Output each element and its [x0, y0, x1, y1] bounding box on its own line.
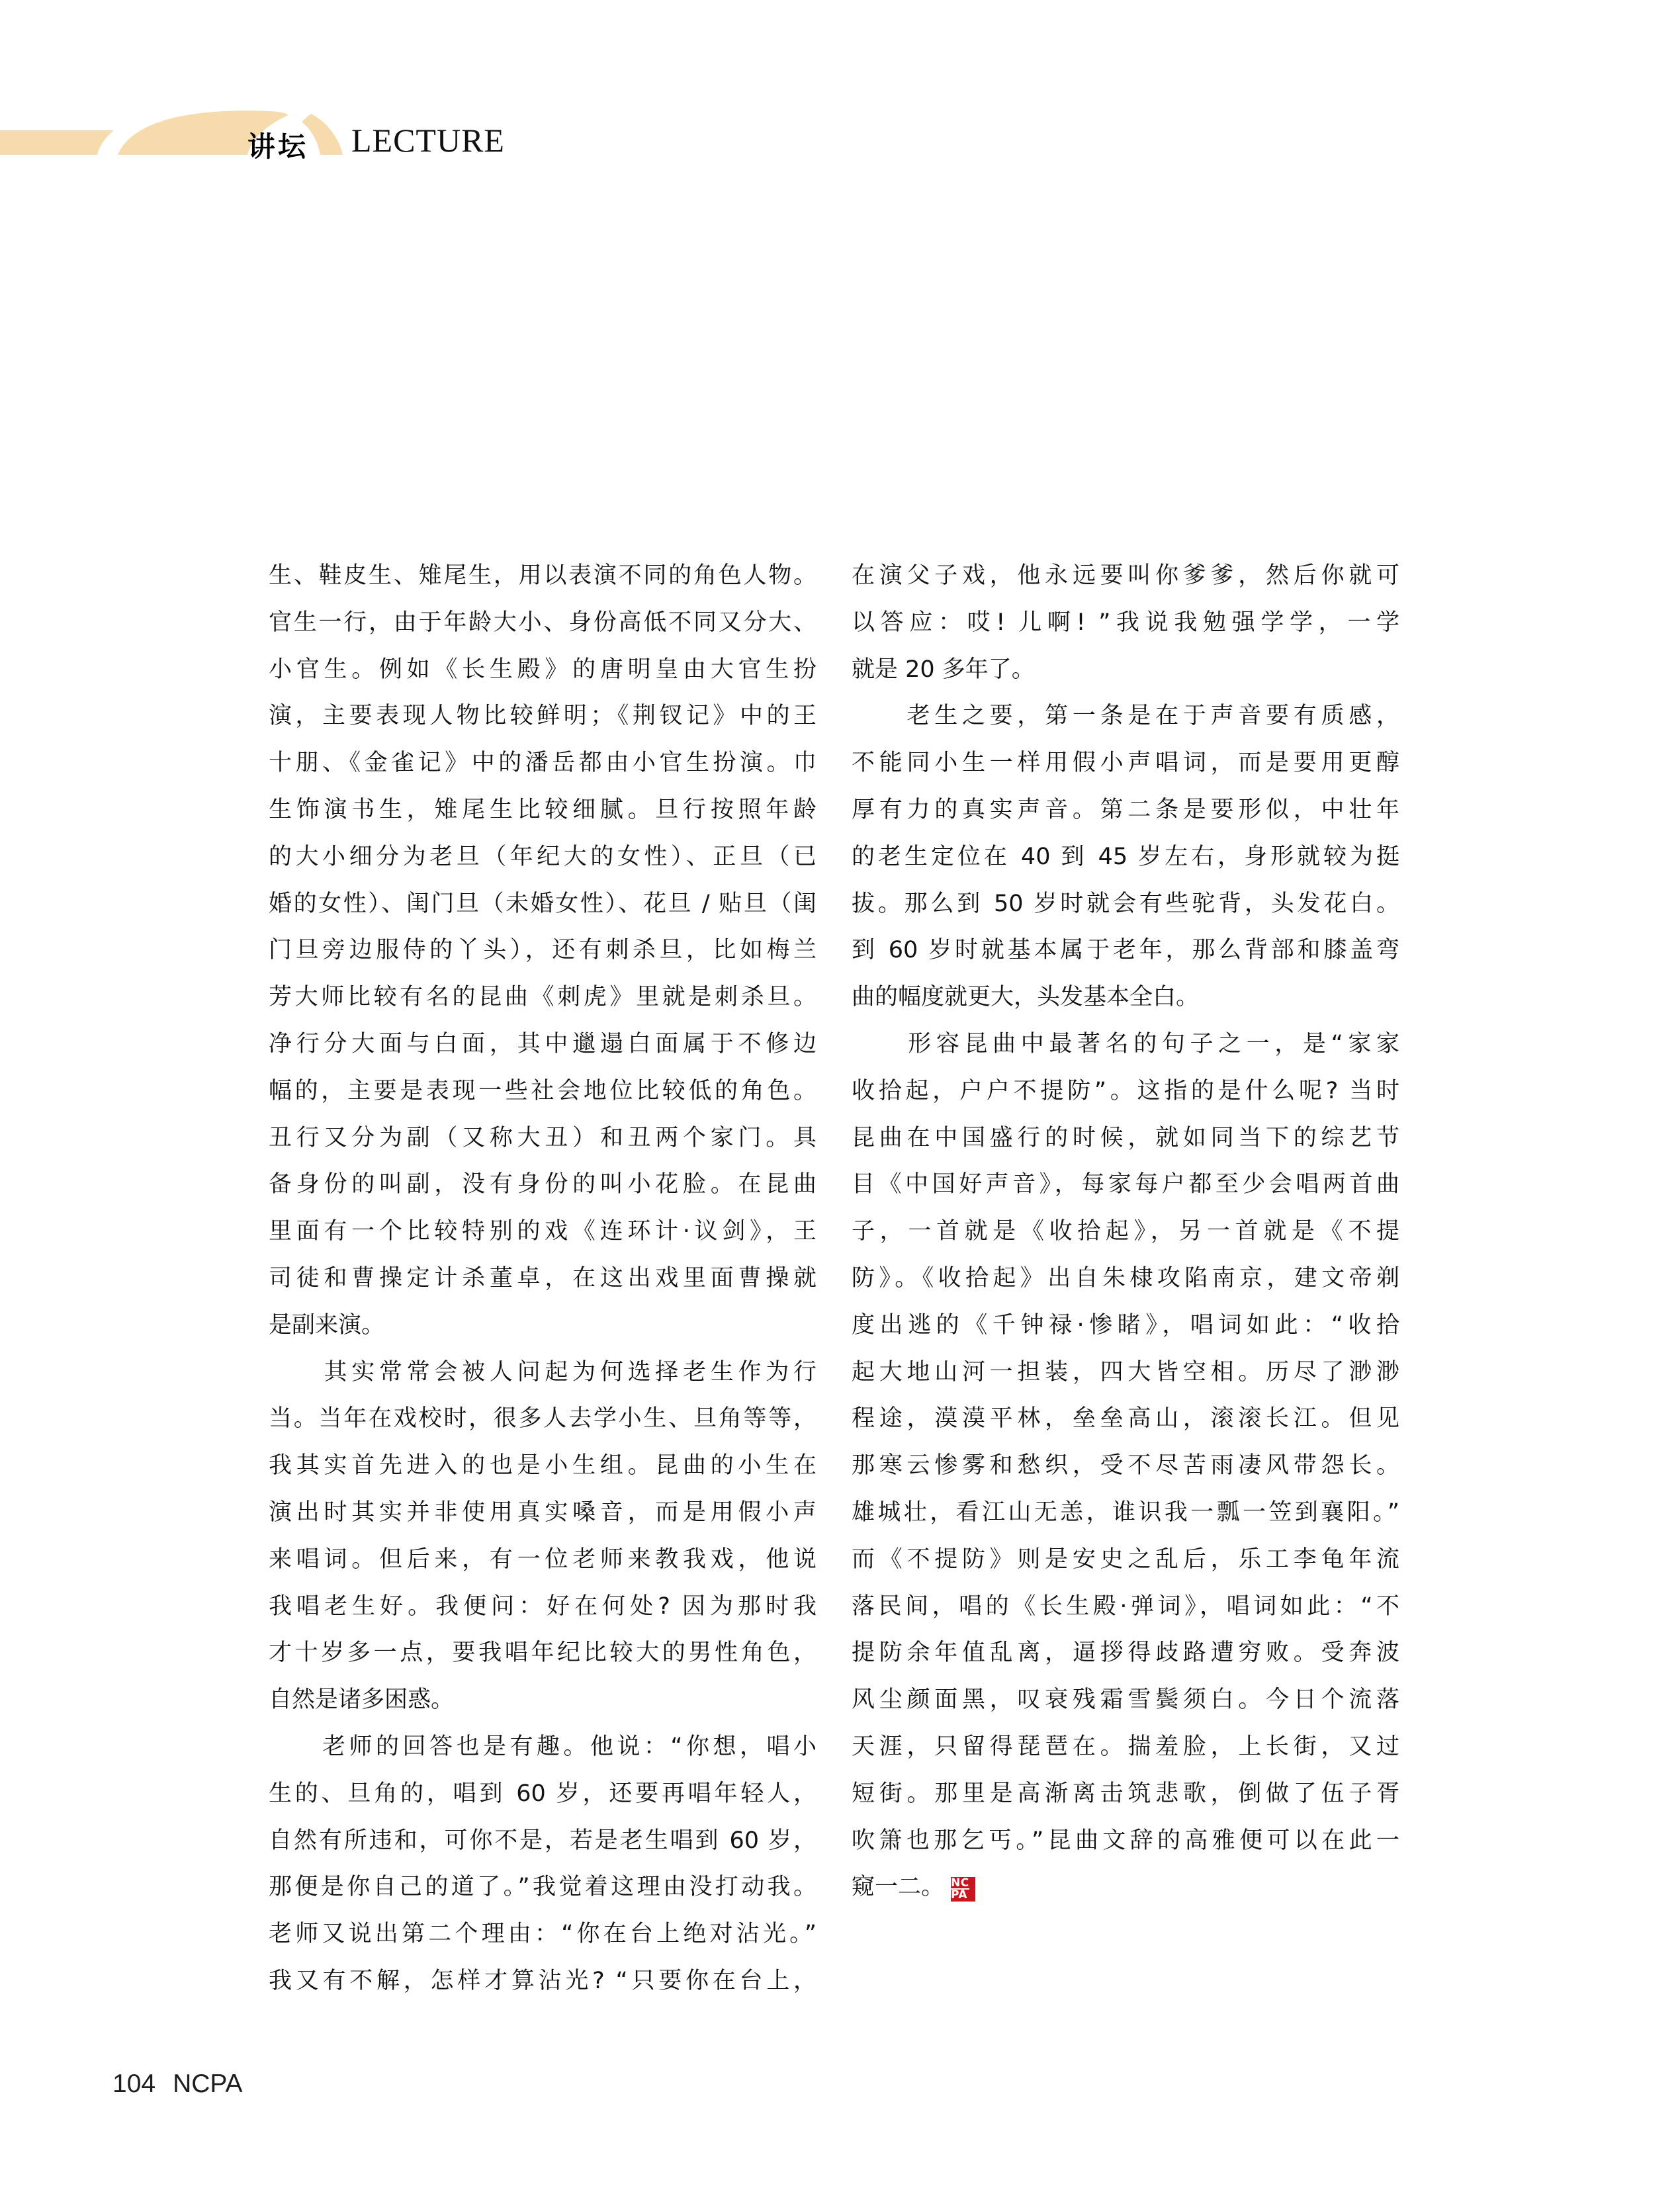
- text-line: 十朋、《金雀记》中的潘岳都由小官生扮演。巾: [269, 750, 817, 777]
- text-line: 老师的回答也是有趣。他说：“你想，唱小: [269, 1733, 817, 1760]
- text-line: 里面有一个比较特别的戏《连环计·议剑》，王: [269, 1218, 817, 1245]
- text-line: 小官生。例如《长生殿》的唐明皇由大官生扮: [269, 656, 817, 683]
- text-line: 而《不提防》则是安史之乱后，乐工李龟年流: [852, 1546, 1399, 1573]
- text-line: 落民间，唱的《长生殿·弹词》，唱词如此：“不: [852, 1593, 1399, 1620]
- journal-brand: NCPA: [173, 2070, 243, 2098]
- page-number: 104: [112, 2070, 156, 2098]
- text-column-right: [852, 552, 1399, 1911]
- text-line: 自然有所违和，可你不是，若是老生唱到 60 岁，: [269, 1827, 817, 1854]
- text-line: 到 60 岁时就基本属于老年，那么背部和膝盖弯: [852, 937, 1399, 964]
- text-line: 其实常常会被人问起为何选择老生作为行: [269, 1358, 817, 1385]
- text-line: 演出时其实并非使用真实嗓音，而是用假小声: [269, 1499, 817, 1526]
- text-line: 以答应：哎! 儿啊! ”我说我勉强学学，一学: [852, 609, 1399, 636]
- text-line: 备身份的叫副，没有身份的叫小花脸。在昆曲: [269, 1171, 817, 1198]
- text-line: 当。当年在戏校时，很多人去学小生、旦角等等，: [269, 1405, 817, 1432]
- text-line: 我唱老生好。我便问：好在何处? 因为那时我: [269, 1593, 817, 1620]
- text-line: 目《中国好声音》，每家每户都至少会唱两首曲: [852, 1171, 1399, 1198]
- text-line: 是副来演。: [269, 1311, 385, 1338]
- text-line: 提防余年值乱离，逼拶得歧路遭穷败。受奔波: [852, 1640, 1399, 1667]
- text-line: 那便是你自己的道了。”我觉着这理由没打动我。: [269, 1874, 817, 1901]
- section-title-chinese: 讲坛: [247, 130, 309, 163]
- text-line: 门旦旁边服侍的丫头），还有刺杀旦，比如梅兰: [269, 937, 817, 964]
- text-line: 婚的女性）、闺门旦（未婚女性）、花旦 / 贴旦（闺: [269, 890, 817, 917]
- text-line: 程途，漠漠平林，垒垒高山，滚滚长江。但见: [852, 1405, 1399, 1432]
- text-line: 老师又说出第二个理由：“你在台上绝对沾光。”: [269, 1921, 817, 1948]
- text-line: 窥一二。 $\frac{NC}{PA}$: [852, 1864, 1399, 1911]
- text-line: 就是 20 多年了。: [852, 656, 1035, 683]
- text-line: 生的、旦角的，唱到 60 岁，还要再唱年轻人，: [269, 1780, 817, 1807]
- ncpa-end-mark: $\frac{NC}{PA}$: [951, 1877, 975, 1902]
- text-line: 收拾起，户户不提防”。这指的是什么呢? 当时: [852, 1077, 1399, 1104]
- text-line: 那寒云惨雾和愁织，受不尽苦雨凄风带怨长。: [852, 1452, 1399, 1479]
- text-line: 我又有不解，怎样才算沾光? “只要你在台上，: [269, 1967, 817, 1994]
- text-line: 来唱词。但后来，有一位老师来教我戏，他说: [269, 1546, 817, 1573]
- text-line: 的老生定位在 40 到 45 岁左右，身形就较为挺: [852, 843, 1399, 870]
- text-line: 短街。那里是高渐离击筑悲歌，倒做了伍子胥: [852, 1780, 1399, 1807]
- header-bar-shape: [0, 130, 114, 155]
- text-line: 司徒和曹操定计杀董卓，在这出戏里面曹操就: [269, 1264, 817, 1291]
- text-line: 天涯，只留得琵琶在。揣羞脸，上长街，又过: [852, 1733, 1399, 1760]
- text-line: 防》。《收拾起》出自朱棣攻陷南京，建文帝剃: [852, 1264, 1399, 1291]
- text-line: 子，一首就是《收拾起》，另一首就是《不提: [852, 1218, 1399, 1245]
- text-line: 才十岁多一点，要我唱年纪比较大的男性角色，: [269, 1640, 817, 1667]
- text-line: 曲的幅度就更大，头发基本全白。: [852, 984, 1200, 1011]
- text-line: 生饰演书生，雉尾生比较细腻。旦行按照年龄: [269, 796, 817, 823]
- text-line: 起大地山河一担装，四大皆空相。历尽了渺渺: [852, 1358, 1399, 1385]
- text-line: 生、鞋皮生、雉尾生，用以表演不同的角色人物。: [269, 562, 817, 589]
- text-line: 净行分大面与白面，其中邋遢白面属于不修边: [269, 1030, 817, 1057]
- text-line: 老生之要，第一条是在于声音要有质感，: [852, 703, 1399, 730]
- text-column-left: [269, 552, 817, 2005]
- text-line: 昆曲在中国盛行的时候，就如同当下的综艺节: [852, 1124, 1399, 1151]
- text-line: 演，主要表现人物比较鲜明；《荆钗记》中的王: [269, 703, 817, 730]
- text-line: 吹箫也那乞丐。”昆曲文辞的高雅便可以在此一: [852, 1827, 1399, 1854]
- section-title-english: LECTURE: [351, 122, 505, 159]
- text-line: 幅的，主要是表现一些社会地位比较低的角色。: [269, 1077, 817, 1104]
- text-line: 形容昆曲中最著名的句子之一，是“家家: [852, 1030, 1399, 1057]
- text-line: 芳大师比较有名的昆曲《刺虎》里就是刺杀旦。: [269, 984, 817, 1011]
- text-line: 拔。那么到 50 岁时就会有些驼背，头发花白。: [852, 890, 1399, 917]
- text-line: 自然是诸多困惑。: [269, 1686, 455, 1714]
- page-footer: [112, 2070, 243, 2099]
- text-line: 厚有力的真实声音。第二条是要形似，中壮年: [852, 796, 1399, 823]
- text-line: 的大小细分为老旦（年纪大的女性）、正旦（已: [269, 843, 817, 870]
- text-line: 不能同小生一样用假小声唱词，而是要用更醇: [852, 750, 1399, 777]
- text-line: 风尘颜面黑，叹衰残霜雪鬓须白。今日个流落: [852, 1686, 1399, 1714]
- text-line: 我其实首先进入的也是小生组。昆曲的小生在: [269, 1452, 817, 1479]
- text-line: 在演父子戏，他永远要叫你爹爹，然后你就可: [852, 562, 1399, 589]
- text-line: 丑行又分为副（又称大丑）和丑两个家门。具: [269, 1124, 817, 1151]
- text-line: 度出逃的《千钟禄·惨睹》，唱词如此：“收拾: [852, 1311, 1399, 1338]
- text-line: 雄城壮，看江山无恙，谁识我一瓢一笠到襄阳。”: [852, 1499, 1399, 1526]
- text-line: 官生一行，由于年龄大小、身份高低不同又分大、: [269, 609, 817, 636]
